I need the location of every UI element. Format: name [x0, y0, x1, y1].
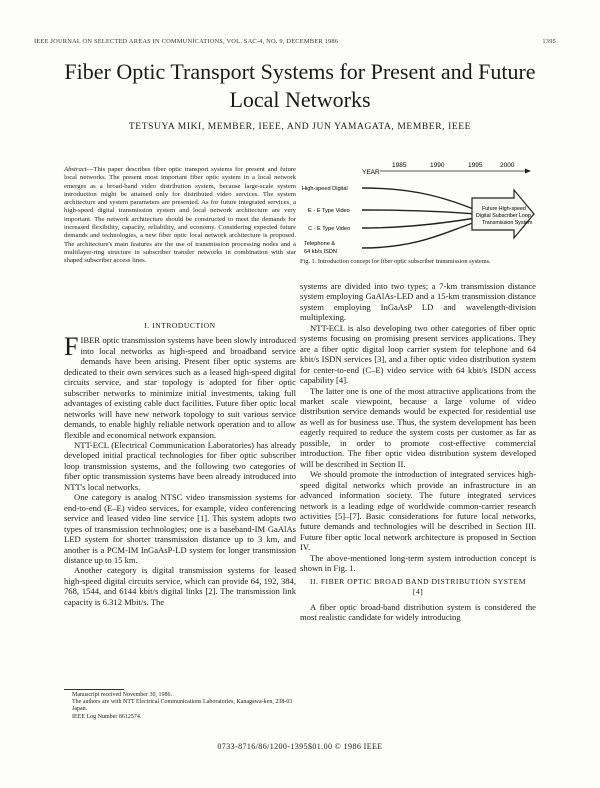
figure-1-caption: Fig. 1. Introduction concept for fiber optic subscriber transmission systems. [300, 258, 491, 265]
right-paragraph-6: A fiber optic broad-band distribution system is considered the most realistic candidate for widely introducing [300, 601, 536, 623]
section-heading-broadband: II. FIBER OPTIC BROAD BAND DISTRIBUTION SYSTEM [309, 576, 527, 586]
footnotes [64, 692, 296, 721]
footnote-rule [64, 689, 124, 690]
right-column [300, 281, 536, 623]
fig-year-1995: 1995 [468, 162, 483, 169]
fig-flow-telephone [362, 222, 476, 248]
running-header: IEEE JOURNAL ON SELECTED AREAS IN COMMUNICATIONS, VOL. SAC-4, NO. 9, DECEMBER 1986 [34, 38, 339, 45]
fig-flow-ee-video [362, 210, 476, 214]
footnote-affiliation: The authors are with NTT Electrical Communications Laboratories, Kanagawa-ken, 238-03 Japan. [72, 699, 293, 713]
right-paragraph-1: systems are divided into two types; a 7-km transmission distance system employing GaAlAs-LED and a 15-km transmission distance system employing InGaAsP LD and wavelength-division multiplexing. [300, 281, 536, 323]
fig-row-telephone: Telephone & [304, 241, 336, 247]
intro-paragraph-4: Another category is digital transmission systems for leased high-speed digital circuits service, which can provide 64, 192, 384, 768, 1544, and 6144 kbit/s digital links [2]. The transmission link capacity is 6.312 Mbit/s. The [64, 565, 296, 607]
fig-flow-high-speed [362, 188, 476, 210]
fig-target-line-3: Transmission System [482, 220, 533, 226]
fig-flow-ce-video [362, 218, 476, 228]
fig-year-2000: 2000 [500, 162, 515, 169]
abstract-text: —This paper describes fiber optic transport systems for present and future local networks. The present most important fiber optic system in a local network emerges as a broad-band video distribution system, because large-scale system introduction might be attained only for distributed video services. The system architecture and system parameters are presented. As for future integrated services, a high-speed digital transmission system and local network architecture are very important. The network architecture should be constructed to meet the demands for increased flexibility, capacity, reliability, and economy. Considering expected future demands and technologies, a new fiber optic local network architecture is proposed. The architecture's main features are the use of transmission processing nodes and a multilayer-ring structure in subscriber transfer networks in combination with star shaped subscriber access lines. [64, 166, 296, 265]
fig-year-1990: 1990 [430, 162, 445, 169]
fig-timeline-arrowhead [525, 169, 531, 174]
page-number: 1395 [542, 38, 556, 45]
paper-title-line-2: Local Networks [229, 87, 371, 112]
paper-title-line-1: Fiber Optic Transport Systems for Present and Future [64, 59, 536, 84]
authors: TETSUYA MIKI, MEMBER, IEEE, AND JUN YAMAGATA, MEMBER, IEEE [128, 122, 472, 132]
fig-target-line-2: Digital Subscriber Loop [476, 213, 531, 219]
footnote-log-number: IEEE Log Number 8612574. [72, 713, 142, 720]
fig-row-ee-video: E - E Type Video [308, 208, 350, 214]
section-heading-ref: [4] [412, 587, 424, 597]
copyright-line: 0733-8716/86/1200-1395$01.00 © 1986 IEEE [217, 742, 383, 751]
fig-target-line-1: Future High-speed [482, 206, 526, 212]
intro-paragraph-1 [64, 332, 296, 440]
right-paragraph-5: The above-mentioned long-term system introduction concept is shown in Fig. 1. [300, 552, 536, 574]
fig-year-label: YEAR [362, 169, 380, 176]
intro-paragraph-1-text: IBER optic transmission systems have been slowly introduced into local networks as high-speed and broadband service demands have been arising. Present fiber optic systems are dedicated to their own services such as a leased high-speed digital circuits service, and star topology is adopted for fiber optic subscriber networks to minimize initial investments, taking full advantages of existing cable duct facilities. Future fiber optic local networks will have new network topology to suit various service demands, to enable highly reliable network operation and to allow flexible and economical network expansion. [64, 335, 296, 440]
left-column [64, 318, 296, 607]
footnote-manuscript: Manuscript received November 30, 1986. [72, 692, 172, 698]
right-paragraph-4: We should promote the introduction of integrated services high-speed digital networks which provide an infrastructure in an advanced information society. The future integrated services network is a leading edge of worldwide common-carrier research activities [5]–[7]. Basic considerations for future local networks, future demands and technologies will be described in Section III. Future fiber optic local network architecture is proposed in Section IV. [300, 469, 536, 553]
figure-1-diagram [300, 160, 540, 258]
section-heading-introduction: I. INTRODUCTION [144, 321, 216, 330]
fig-row-high-speed-digital: High-speed Digital [302, 186, 348, 192]
fig-year-1985: 1985 [392, 162, 407, 169]
abstract [64, 166, 296, 266]
drop-cap: F [64, 332, 79, 362]
fig-row-isdn: 64 kb/s ISDN [304, 249, 337, 255]
right-paragraph-2: NTT-ECL is also developing two other categories of fiber optic systems focusing on promising present services applications. They are a fiber optic digital loop carrier system for telephone and 64 kbit/s ISDN services [3], and a fiber optic video distribution system for center-to-end (C–E) video service with 64 kbit/s ISDN access capability [4]. [300, 322, 536, 386]
intro-paragraph-3: One category is analog NTSC video transmission systems for end-to-end (E–E) video services, for example, video conferencing service and leased video line service [1]. This system adopts two types of transmission technologies; one is a baseband-IM GaAlAs LED system for shorter transmission distance up to 3 km, and another is a PCM-IM InGaAsP-LD system for longer transmission distance up to 15 km. [64, 492, 296, 565]
fig-row-ce-video: C - E Type Video [308, 226, 351, 232]
intro-paragraph-2: NTT-ECL (Electrical Communication Laboratories) has already developed initial practical technologies for fiber optic subscriber loop transmission systems, and the following two categories of fiber optic transmission systems have been already introduced into NTT's local networks. [64, 439, 296, 492]
abstract-label: Abstract [64, 166, 87, 173]
right-paragraph-3: The latter one is one of the most attractive applications from the market scale viewpoint, because a large volume of video distribution service demands would be expected for residential use as well as for business use. Thus, the system development has been eagerly required to reduce the system costs per customer as far as possible, in order to promote cost-effective commercial introduction. The fiber optic video distribution system developed will be described in Section II. [300, 385, 536, 469]
